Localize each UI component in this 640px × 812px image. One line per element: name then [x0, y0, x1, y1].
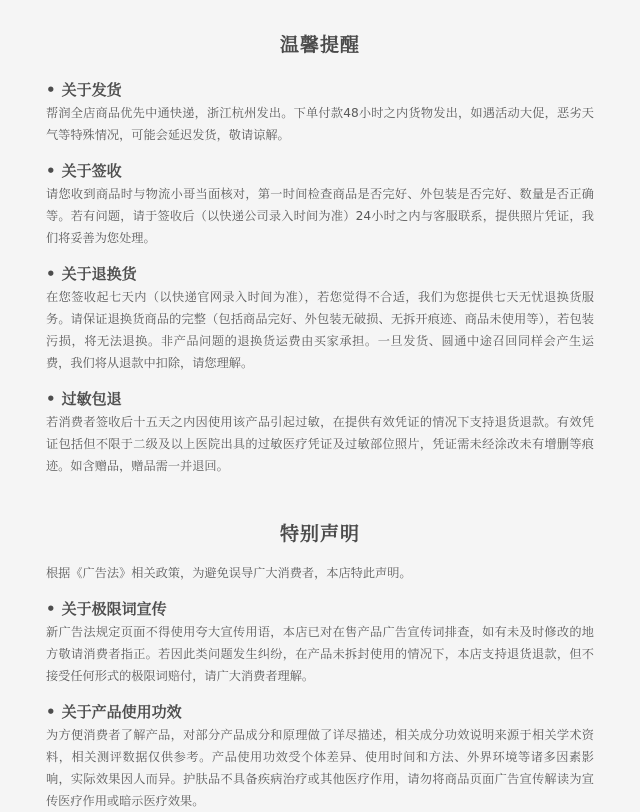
section-body: 请您收到商品时与物流小哥当面核对，第一时间检查商品是否完好、外包装是否完好、数量是否正确等。若有问题，请于签收后（以快递公司录入时间为准）24小时之内与客服联系，提供照片凭证，我们将妥善为您处理。: [46, 187, 594, 245]
section-title-text: 过敏包退: [61, 390, 122, 408]
section-returns: [46, 263, 594, 374]
section-extreme-words: [46, 598, 594, 687]
section-title: [46, 263, 594, 285]
section-title: [46, 79, 594, 101]
bullet-icon: •: [46, 390, 56, 408]
section-body: 若消费者签收后十五天之内因使用该产品引起过敏，在提供有效凭证的情况下支持退货退款。有效凭证包括但不限于二级及以上医院出具的过敏医疗凭证及过敏部位照片，凭证需未经涂改未有增删等痕迹。如含赠品，赠品需一并退回。: [46, 415, 594, 473]
statement-intro: 根据《广告法》相关政策，为避免误导广大消费者，本店特此声明。: [46, 566, 412, 580]
bullet-icon: •: [46, 703, 56, 721]
bullet-icon: •: [46, 600, 56, 618]
section-body: 新广告法规定页面不得使用夸大宣传用语，本店已对在售产品广告宣传词排查，如有未及时修改的地方敬请消费者指正。若因此类问题发生纠纷，在产品未拆封使用的情况下，本店支持退货退款，但不接受任何形式的极限词赔付，请广大消费者理解。: [46, 625, 594, 683]
section-title-text: 关于退换货: [61, 265, 137, 283]
notice-heading: 温馨提醒: [279, 34, 360, 56]
section-title: [46, 701, 594, 723]
section-title: [46, 598, 594, 620]
section-title-text: 关于极限词宣传: [61, 600, 167, 618]
section-title-text: 关于签收: [61, 162, 122, 180]
section-receipt: [46, 160, 594, 249]
section-efficacy: [46, 701, 594, 812]
section-shipping: [46, 79, 594, 146]
section-gap: [46, 491, 594, 515]
section-allergy: [46, 388, 594, 477]
section-body: 在您签收起七天内（以快递官网录入时间为准），若您觉得不合适，我们为您提供七天无忧退换货服务。请保证退换货商品的完整（包括商品完好、外包装无破损、无拆开痕迹、商品未使用等），若包装污损，将无法退换。非产品问题的退换货运费由买家承担。一旦发货、圆通中途召回同样会产生运费，我们将从退款中扣除，请您理解。: [46, 290, 594, 370]
statement-heading: 特别声明: [279, 523, 360, 545]
section-title-text: 关于产品使用功效: [61, 703, 182, 721]
bullet-icon: •: [46, 265, 56, 283]
section-title: [46, 160, 594, 182]
section-body: 为方便消费者了解产品，对部分产品成分和原理做了详尽描述，相关成分功效说明来源于相关学术资料，相关测评数据仅供参考。产品使用功效受个体差异、使用时间和方法、外界环境等诸多因素影响，实际效果因人而异。护肤品不具备疾病治疗或其他医疗作用，请勿将商品页面广告宣传解读为宣传医疗作用或暗示医疗效果。: [46, 728, 594, 808]
bullet-icon: •: [46, 162, 56, 180]
bullet-icon: •: [46, 81, 56, 99]
section-title: [46, 388, 594, 410]
section-title-text: 关于发货: [61, 81, 122, 99]
section-body: 帮润全店商品优先中通快递，浙江杭州发出。下单付款48小时之内货物发出，如遇活动大促，恶劣天气等特殊情况，可能会延迟发货，敬请谅解。: [46, 106, 594, 142]
